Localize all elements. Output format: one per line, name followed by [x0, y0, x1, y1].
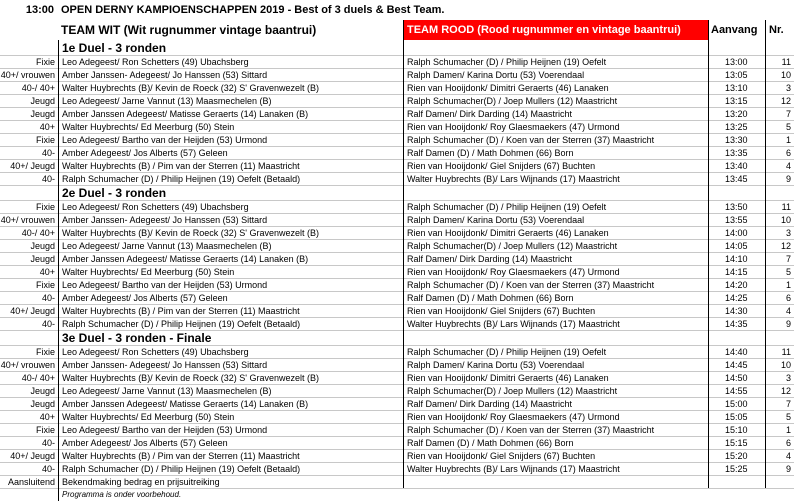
team-white-cell[interactable]: Amber Janssen- Adegeest/ Jo Hanssen (53) Sittard: [58, 213, 403, 226]
team-red-cell[interactable]: Ralph Schumacher (D) / Philip Heijnen (19) Oefelt: [403, 55, 708, 68]
start-time-cell[interactable]: 13:45: [708, 172, 765, 185]
category-cell[interactable]: Fixie: [35, 279, 55, 290]
start-time-cell[interactable]: 14:35: [708, 317, 765, 330]
start-time-cell[interactable]: 13:40: [708, 159, 765, 172]
category-cell[interactable]: 40+/ vrouwen: [0, 69, 55, 80]
team-white-cell[interactable]: Walter Huybrechts (B)/ Kevin de Roeck (32) S' Gravenwezelt (B): [58, 81, 403, 94]
table-row: [0, 252, 794, 266]
table-row: [0, 107, 794, 121]
team-red-cell[interactable]: Ralph Schumacher (D) / Koen van der Sterren (37) Maastricht: [403, 278, 708, 291]
footer-row: [0, 475, 794, 489]
category-cell[interactable]: 40-/ 40+: [21, 372, 55, 383]
team-white-cell[interactable]: Amber Adegeest/ Jos Alberts (57) Geleen: [58, 291, 403, 304]
table-row: [0, 55, 794, 69]
race-number-cell[interactable]: 10: [765, 68, 794, 81]
team-red-cell[interactable]: Ralph Damen/ Karina Dortu (53) Voerendaal: [403, 213, 708, 226]
race-number-cell[interactable]: 12: [765, 384, 794, 397]
start-time-cell[interactable]: 15:20: [708, 449, 765, 462]
duel-time-cell[interactable]: [708, 330, 765, 345]
category-cell[interactable]: Fixie: [35, 424, 55, 435]
start-time-cell[interactable]: 13:35: [708, 146, 765, 159]
start-time-cell[interactable]: 14:10: [708, 252, 765, 265]
table-row: [0, 317, 794, 331]
start-time-cell[interactable]: 13:55: [708, 213, 765, 226]
team-red-cell[interactable]: Ralf Damen (D) / Math Dohmen (66) Born: [403, 291, 708, 304]
race-number-cell[interactable]: 7: [765, 397, 794, 410]
category-cell[interactable]: Jeugd: [30, 95, 55, 106]
start-time-cell[interactable]: 14:00: [708, 226, 765, 239]
table-row: [0, 81, 794, 95]
category-cell[interactable]: 40+/ vrouwen: [0, 359, 55, 370]
start-time-cell[interactable]: 14:30: [708, 304, 765, 317]
start-time-cell[interactable]: 14:20: [708, 278, 765, 291]
team-red-cell[interactable]: Ralf Damen/ Dirk Darding (14) Maastricht: [403, 397, 708, 410]
category-cell[interactable]: 40-: [41, 463, 55, 474]
team-red-cell[interactable]: Rien van Hooijdonk/ Dimitri Geraerts (46) Lanaken: [403, 81, 708, 94]
start-time-cell[interactable]: 13:50: [708, 200, 765, 213]
race-number-cell[interactable]: 5: [765, 120, 794, 133]
category-cell[interactable]: 40+/ Jeugd: [10, 305, 55, 316]
duel-section-header: [0, 40, 794, 56]
team-white-cell[interactable]: Ralph Schumacher (D) / Philip Heijnen (19) Oefelt (Betaald): [58, 172, 403, 185]
start-time-cell[interactable]: 14:40: [708, 345, 765, 358]
race-number-cell[interactable]: 6: [765, 436, 794, 449]
note-row: [0, 488, 794, 501]
start-time-cell[interactable]: 14:25: [708, 291, 765, 304]
start-time-cell[interactable]: 13:30: [708, 133, 765, 146]
team-red-cell[interactable]: Ralph Schumacher (D) / Philip Heijnen (19) Oefelt: [403, 345, 708, 358]
category-cell[interactable]: Fixie: [35, 134, 55, 145]
category-cell[interactable]: Fixie: [35, 346, 55, 357]
start-time[interactable]: 13:00: [25, 4, 54, 16]
start-time-cell[interactable]: 13:25: [708, 120, 765, 133]
race-number-cell[interactable]: 12: [765, 239, 794, 252]
team-white-cell[interactable]: Walter Huybrechts/ Ed Meerburg (50) Stein: [58, 120, 403, 133]
start-time-cell[interactable]: 15:15: [708, 436, 765, 449]
team-white-cell[interactable]: Ralph Schumacher (D) / Philip Heijnen (19) Oefelt (Betaald): [58, 462, 403, 475]
team-white-cell[interactable]: Amber Adegeest/ Jos Alberts (57) Geleen: [58, 436, 403, 449]
team-red-cell[interactable]: Ralph Damen/ Karina Dortu (53) Voerendaal: [403, 68, 708, 81]
start-time-cell[interactable]: 13:05: [708, 68, 765, 81]
race-number-cell[interactable]: 9: [765, 317, 794, 330]
race-number-cell[interactable]: 1: [765, 133, 794, 146]
team-white-cell[interactable]: Amber Janssen Adegeest/ Matisse Geraerts (14) Lanaken (B): [58, 397, 403, 410]
start-time-cell[interactable]: 15:00: [708, 397, 765, 410]
team-red-cell[interactable]: Ralph Damen/ Karina Dortu (53) Voerendaal: [403, 358, 708, 371]
table-row: [0, 265, 794, 279]
team-red-cell[interactable]: Rien van Hooijdonk/ Giel Snijders (67) Buchten: [403, 159, 708, 172]
table-row: [0, 278, 794, 292]
table-row: [0, 68, 794, 82]
team-white-cell[interactable]: Amber Janssen- Adegeest/ Jo Hanssen (53) Sittard: [58, 358, 403, 371]
race-number-cell[interactable]: 4: [765, 449, 794, 462]
team-red-cell[interactable]: Rien van Hooijdonk/ Roy Glaesmaekers (47) Urmond: [403, 410, 708, 423]
race-number-cell[interactable]: 12: [765, 94, 794, 107]
number-column-header[interactable]: Nr.: [765, 20, 794, 40]
category-cell[interactable]: 40-: [41, 147, 55, 158]
team-red-cell[interactable]: Ralph Schumacher(D) / Joep Mullers (12) Maastricht: [403, 94, 708, 107]
team-red-cell[interactable]: Ralph Schumacher(D) / Joep Mullers (12) Maastricht: [403, 239, 708, 252]
start-time-cell[interactable]: 13:20: [708, 107, 765, 120]
team-red-cell[interactable]: Ralph Schumacher (D) / Koen van der Sterren (37) Maastricht: [403, 133, 708, 146]
team-red-cell[interactable]: Rien van Hooijdonk/ Dimitri Geraerts (46) Lanaken: [403, 371, 708, 384]
team-white-cell[interactable]: Walter Huybrechts (B) / Pim van der Sterren (11) Maastricht: [58, 304, 403, 317]
start-time-cell[interactable]: 13:10: [708, 81, 765, 94]
race-number-cell[interactable]: 4: [765, 159, 794, 172]
team-red-cell[interactable]: Ralf Damen (D) / Math Dohmen (66) Born: [403, 146, 708, 159]
footer-time-cell[interactable]: [708, 475, 765, 488]
team-white-cell[interactable]: Leo Adegeest/ Jarne Vannut (13) Maasmechelen (B): [58, 239, 403, 252]
team-white-cell[interactable]: Walter Huybrechts (B) / Pim van der Sterren (11) Maastricht: [58, 449, 403, 462]
start-time-cell[interactable]: 15:10: [708, 423, 765, 436]
race-number-cell[interactable]: 10: [765, 358, 794, 371]
start-time-cell[interactable]: 14:45: [708, 358, 765, 371]
team-red-cell[interactable]: Walter Huybrechts (B)/ Lars Wijnands (17) Maastricht: [403, 317, 708, 330]
category-cell[interactable]: 40-: [41, 292, 55, 303]
team-white-cell[interactable]: Walter Huybrechts/ Ed Meerburg (50) Stein: [58, 265, 403, 278]
team-header-row: [0, 20, 794, 40]
duel-nr-cell[interactable]: [765, 330, 794, 345]
race-number-cell[interactable]: 1: [765, 278, 794, 291]
race-number-cell[interactable]: 6: [765, 146, 794, 159]
start-time-cell[interactable]: 15:25: [708, 462, 765, 475]
start-time-cell[interactable]: 14:50: [708, 371, 765, 384]
category-cell[interactable]: 40+: [39, 266, 55, 277]
duel-title[interactable]: 1e Duel - 3 ronden: [58, 40, 403, 55]
race-number-cell[interactable]: 7: [765, 252, 794, 265]
team-white-cell[interactable]: Leo Adegeest/ Jarne Vannut (13) Maasmechelen (B): [58, 94, 403, 107]
duel-section-header: [0, 330, 794, 346]
team-white-cell[interactable]: Leo Adegeest/ Ron Schetters (49) Ubachsberg: [58, 345, 403, 358]
race-number-cell[interactable]: 5: [765, 410, 794, 423]
table-row: [0, 120, 794, 134]
race-number-cell[interactable]: 6: [765, 291, 794, 304]
table-row: [0, 384, 794, 398]
team-white-cell[interactable]: Leo Adegeest/ Ron Schetters (49) Ubachsberg: [58, 200, 403, 213]
table-row: [0, 371, 794, 385]
team-red-cell[interactable]: Ralf Damen (D) / Math Dohmen (66) Born: [403, 436, 708, 449]
category-cell[interactable]: Fixie: [35, 56, 55, 67]
category-cell[interactable]: 40+/ Jeugd: [10, 160, 55, 171]
duel-section-header: [0, 185, 794, 201]
category-cell[interactable]: 40-: [41, 318, 55, 329]
start-time-cell[interactable]: 13:00: [708, 55, 765, 68]
table-row: [0, 358, 794, 372]
team-white-cell[interactable]: Walter Huybrechts (B)/ Kevin de Roeck (32) S' Gravenwezelt (B): [58, 371, 403, 384]
team-white-cell[interactable]: Walter Huybrechts (B)/ Kevin de Roeck (32) S' Gravenwezelt (B): [58, 226, 403, 239]
category-cell[interactable]: Fixie: [35, 201, 55, 212]
race-number-cell[interactable]: 7: [765, 107, 794, 120]
team-red-cell[interactable]: Rien van Hooijdonk/ Roy Glaesmaekers (47) Urmond: [403, 265, 708, 278]
table-row: [0, 423, 794, 437]
team-red-cell[interactable]: Ralf Damen/ Dirk Darding (14) Maastricht: [403, 107, 708, 120]
duel-title[interactable]: 3e Duel - 3 ronden - Finale: [58, 330, 403, 345]
start-time-cell[interactable]: 13:15: [708, 94, 765, 107]
team-white-cell[interactable]: Walter Huybrechts/ Ed Meerburg (50) Stein: [58, 410, 403, 423]
footer-nr-cell[interactable]: [765, 475, 794, 488]
table-row: [0, 226, 794, 240]
race-number-cell[interactable]: 9: [765, 172, 794, 185]
category-cell[interactable]: 40+: [39, 121, 55, 132]
category-cell[interactable]: 40+/ Jeugd: [10, 450, 55, 461]
category-cell[interactable]: 40-: [41, 173, 55, 184]
team-red-cell[interactable]: Ralph Schumacher (D) / Koen van der Sterren (37) Maastricht: [403, 423, 708, 436]
race-number-cell[interactable]: 3: [765, 371, 794, 384]
team-white-cell[interactable]: Ralph Schumacher (D) / Philip Heijnen (19) Oefelt (Betaald): [58, 317, 403, 330]
title-row: [0, 0, 794, 20]
start-time-cell[interactable]: 14:55: [708, 384, 765, 397]
table-row: [0, 94, 794, 108]
team-red-cell[interactable]: Rien van Hooijdonk/ Dimitri Geraerts (46) Lanaken: [403, 226, 708, 239]
table-row: [0, 449, 794, 463]
race-number-cell[interactable]: 3: [765, 226, 794, 239]
table-row: [0, 146, 794, 160]
table-row: [0, 345, 794, 359]
category-cell[interactable]: Jeugd: [30, 385, 55, 396]
duel-category-cell[interactable]: [0, 40, 58, 55]
team-red-cell[interactable]: Rien van Hooijdonk/ Roy Glaesmaekers (47) Urmond: [403, 120, 708, 133]
footer-category-cell[interactable]: Aansluitend: [7, 476, 55, 487]
table-row: [0, 436, 794, 450]
table-row: [0, 133, 794, 147]
duel-category-cell[interactable]: [0, 330, 58, 345]
team-white-cell[interactable]: Amber Janssen- Adegeest/ Jo Hanssen (53) Sittard: [58, 68, 403, 81]
start-column-header[interactable]: Aanvang: [708, 20, 765, 40]
team-red-cell[interactable]: Walter Huybrechts (B)/ Lars Wijnands (17) Maastricht: [403, 462, 708, 475]
table-row: [0, 159, 794, 173]
team-white-header[interactable]: TEAM WIT (Wit rugnummer vintage baantrui): [61, 23, 317, 37]
duel-time-cell[interactable]: [708, 40, 765, 55]
race-number-cell[interactable]: 4: [765, 304, 794, 317]
duel-title[interactable]: 2e Duel - 3 ronden: [58, 185, 403, 200]
race-number-cell[interactable]: 11: [765, 345, 794, 358]
table-row: [0, 291, 794, 305]
duel-red-cell[interactable]: [403, 185, 708, 200]
duel-nr-cell[interactable]: [765, 40, 794, 55]
category-cell[interactable]: 40+: [39, 411, 55, 422]
team-red-cell[interactable]: Rien van Hooijdonk/ Giel Snijders (67) Buchten: [403, 304, 708, 317]
team-white-cell[interactable]: Leo Adegeest/ Ron Schetters (49) Ubachsberg: [58, 55, 403, 68]
start-time-cell[interactable]: 15:05: [708, 410, 765, 423]
table-row: [0, 213, 794, 227]
team-white-cell[interactable]: Leo Adegeest/ Bartho van der Heijden (53) Urmond: [58, 423, 403, 436]
team-white-cell[interactable]: Leo Adegeest/ Bartho van der Heijden (53) Urmond: [58, 133, 403, 146]
team-red-header[interactable]: TEAM ROOD (Rood rugnummer en vintage baantrui): [403, 20, 708, 40]
duel-red-cell[interactable]: [403, 40, 708, 55]
team-white-cell[interactable]: Amber Adegeest/ Jos Alberts (57) Geleen: [58, 146, 403, 159]
category-cell[interactable]: Jeugd: [30, 398, 55, 409]
team-red-cell[interactable]: Rien van Hooijdonk/ Giel Snijders (67) Buchten: [403, 449, 708, 462]
category-cell[interactable]: Jeugd: [30, 240, 55, 251]
disclaimer-note[interactable]: Programma is onder voorbehoud.: [58, 488, 403, 501]
race-number-cell[interactable]: 11: [765, 55, 794, 68]
race-number-cell[interactable]: 5: [765, 265, 794, 278]
duel-category-cell[interactable]: [0, 185, 58, 200]
team-white-cell[interactable]: Amber Janssen Adegeest/ Matisse Geraerts (14) Lanaken (B): [58, 252, 403, 265]
table-row: [0, 397, 794, 411]
table-row: [0, 410, 794, 424]
footer-text-cell[interactable]: Bekendmaking bedrag en prijsuitreiking: [58, 475, 403, 488]
table-row: [0, 462, 794, 476]
category-cell[interactable]: Jeugd: [30, 108, 55, 119]
team-red-cell[interactable]: Ralph Schumacher (D) / Philip Heijnen (19) Oefelt: [403, 200, 708, 213]
duel-nr-cell[interactable]: [765, 185, 794, 200]
team-red-cell[interactable]: Ralph Schumacher(D) / Joep Mullers (12) Maastricht: [403, 384, 708, 397]
table-row: [0, 304, 794, 318]
event-title[interactable]: OPEN DERNY KAMPIOENSCHAPPEN 2019 - Best of 3 duels & Best Team.: [61, 4, 445, 16]
race-number-cell[interactable]: 3: [765, 81, 794, 94]
table-row: [0, 239, 794, 253]
team-red-cell[interactable]: Ralf Damen/ Dirk Darding (14) Maastricht: [403, 252, 708, 265]
start-time-cell[interactable]: 14:05: [708, 239, 765, 252]
category-cell[interactable]: 40-/ 40+: [21, 227, 55, 238]
category-cell[interactable]: 40-: [41, 437, 55, 448]
duel-red-cell[interactable]: [403, 330, 708, 345]
table-row: [0, 200, 794, 214]
race-number-cell[interactable]: 11: [765, 200, 794, 213]
team-white-cell[interactable]: Walter Huybrechts (B) / Pim van der Sterren (11) Maastricht: [58, 159, 403, 172]
duel-time-cell[interactable]: [708, 185, 765, 200]
race-number-cell[interactable]: 1: [765, 423, 794, 436]
race-number-cell[interactable]: 10: [765, 213, 794, 226]
category-cell[interactable]: 40-/ 40+: [21, 82, 55, 93]
footer-red-cell[interactable]: [403, 475, 708, 488]
table-row: [0, 172, 794, 186]
category-cell[interactable]: 40+/ vrouwen: [0, 214, 55, 225]
team-white-cell[interactable]: Leo Adegeest/ Bartho van der Heijden (53) Urmond: [58, 278, 403, 291]
start-time-cell[interactable]: 14:15: [708, 265, 765, 278]
race-number-cell[interactable]: 9: [765, 462, 794, 475]
team-white-cell[interactable]: Amber Janssen Adegeest/ Matisse Geraerts (14) Lanaken (B): [58, 107, 403, 120]
category-cell[interactable]: Jeugd: [30, 253, 55, 264]
team-white-cell[interactable]: Leo Adegeest/ Jarne Vannut (13) Maasmechelen (B): [58, 384, 403, 397]
team-red-cell[interactable]: Walter Huybrechts (B)/ Lars Wijnands (17) Maastricht: [403, 172, 708, 185]
